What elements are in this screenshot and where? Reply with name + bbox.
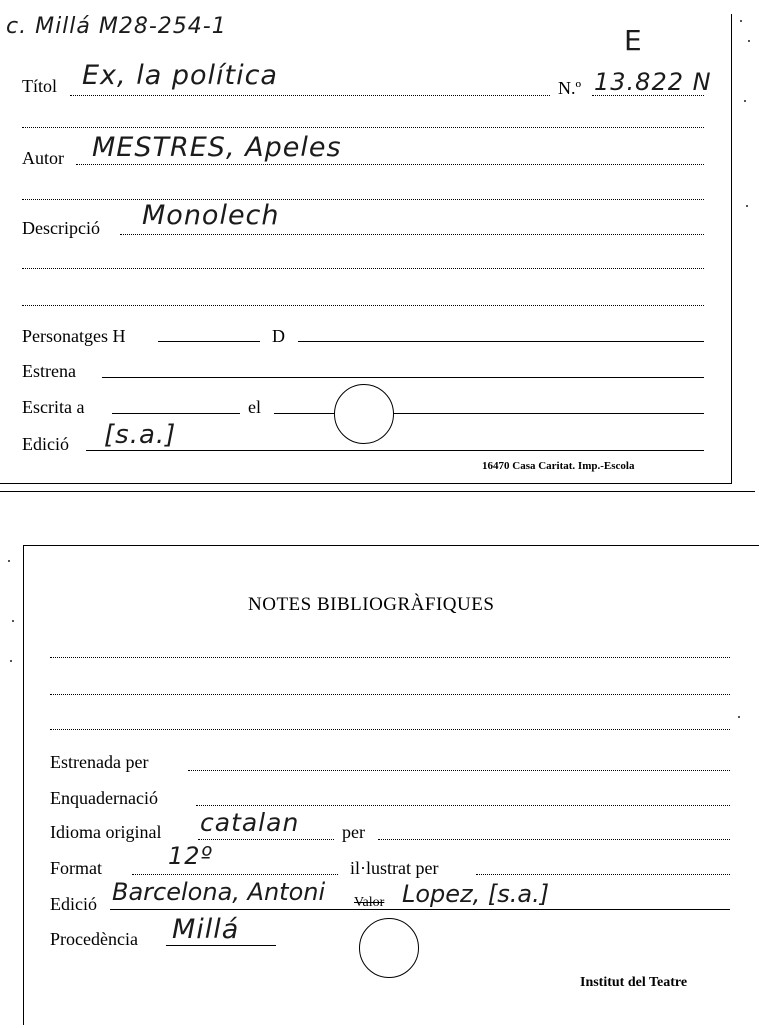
num-value: 13.822 N — [594, 68, 712, 96]
personatges-label: Personatges H — [22, 326, 126, 346]
escrita-line — [112, 413, 240, 414]
scan-speck — [744, 100, 746, 102]
format-value: 12º — [168, 842, 213, 870]
num-label: N.º — [558, 78, 582, 98]
el-label: el — [248, 397, 261, 417]
titol-label: Títol — [22, 76, 57, 96]
descripcio-extra-line-1 — [22, 268, 704, 269]
descripcio-line — [120, 234, 704, 235]
per-line — [378, 839, 730, 840]
titol-line — [70, 95, 550, 96]
enquadernacio-line — [196, 805, 730, 806]
personatges-d-line — [298, 341, 704, 342]
punch-hole-2 — [359, 918, 419, 978]
card1-bottom-border — [0, 491, 755, 492]
illustrat-line — [476, 874, 730, 875]
idioma-label: Idioma original — [50, 822, 162, 842]
notes-line-1 — [50, 657, 730, 658]
scan-speck — [746, 205, 748, 207]
titol-value: Ex, la política — [82, 60, 278, 91]
estrenada-line — [188, 770, 730, 771]
card1-inner-bottom — [0, 483, 732, 484]
format-line — [132, 874, 338, 875]
scan-speck — [748, 40, 750, 42]
edicio-value: [s.a.] — [104, 420, 177, 450]
titol-extra-line — [22, 127, 704, 128]
scan-speck — [8, 560, 10, 562]
procedencia-label: Procedència — [50, 929, 138, 949]
autor-value: MESTRES, Apeles — [92, 132, 342, 163]
enquadernacio-label: Enquadernació — [50, 788, 158, 808]
scan-speck — [12, 620, 14, 622]
notes-line-2 — [50, 694, 730, 695]
edicio2-value-c: Lopez, [s.a.] — [402, 880, 550, 908]
notes-line-3 — [50, 729, 730, 730]
descripcio-value: Monolech — [142, 200, 280, 231]
notes-heading: NOTES BIBLIOGRÀFIQUES — [248, 594, 495, 615]
idioma-value: catalan — [200, 808, 300, 837]
printer-imprint: 16470 Casa Caritat. Imp.-Escola — [482, 460, 635, 472]
illustrat-label: il·lustrat per — [350, 858, 439, 878]
d-label: D — [272, 326, 285, 346]
edicio2-value-a: Barcelona, Antoni — [112, 878, 326, 906]
edicio2-line — [110, 909, 730, 910]
per-label: per — [342, 822, 365, 842]
autor-extra-line — [22, 199, 704, 200]
procedencia-value: Millá — [172, 914, 240, 945]
format-label: Format — [50, 858, 102, 878]
escrita-label: Escrita a — [22, 397, 85, 417]
scan-speck — [738, 716, 740, 718]
personatges-h-line — [158, 341, 260, 342]
edicio2-label: Edició — [50, 894, 97, 914]
edicio-label: Edició — [22, 434, 69, 454]
reference-note: c. Millá M28-254-1 — [6, 14, 227, 39]
procedencia-line — [166, 945, 276, 946]
card2-left-border — [23, 545, 24, 1025]
card2-top-border — [24, 545, 759, 546]
edicio2-value-b: Valor — [354, 895, 385, 910]
card1-right-border — [731, 14, 732, 484]
edicio-line — [86, 450, 704, 451]
estrena-line — [102, 377, 704, 378]
autor-label: Autor — [22, 148, 64, 168]
scan-speck — [10, 660, 12, 662]
estrenada-label: Estrenada per — [50, 752, 149, 772]
descripcio-label: Descripció — [22, 218, 100, 238]
institution-imprint: Institut del Teatre — [580, 975, 688, 990]
descripcio-extra-line-2 — [22, 305, 704, 306]
idioma-line — [198, 839, 334, 840]
estrena-label: Estrena — [22, 361, 76, 381]
corner-letter: E — [624, 24, 643, 57]
scan-speck — [740, 20, 742, 22]
autor-line — [76, 164, 704, 165]
punch-hole-1 — [334, 384, 394, 444]
